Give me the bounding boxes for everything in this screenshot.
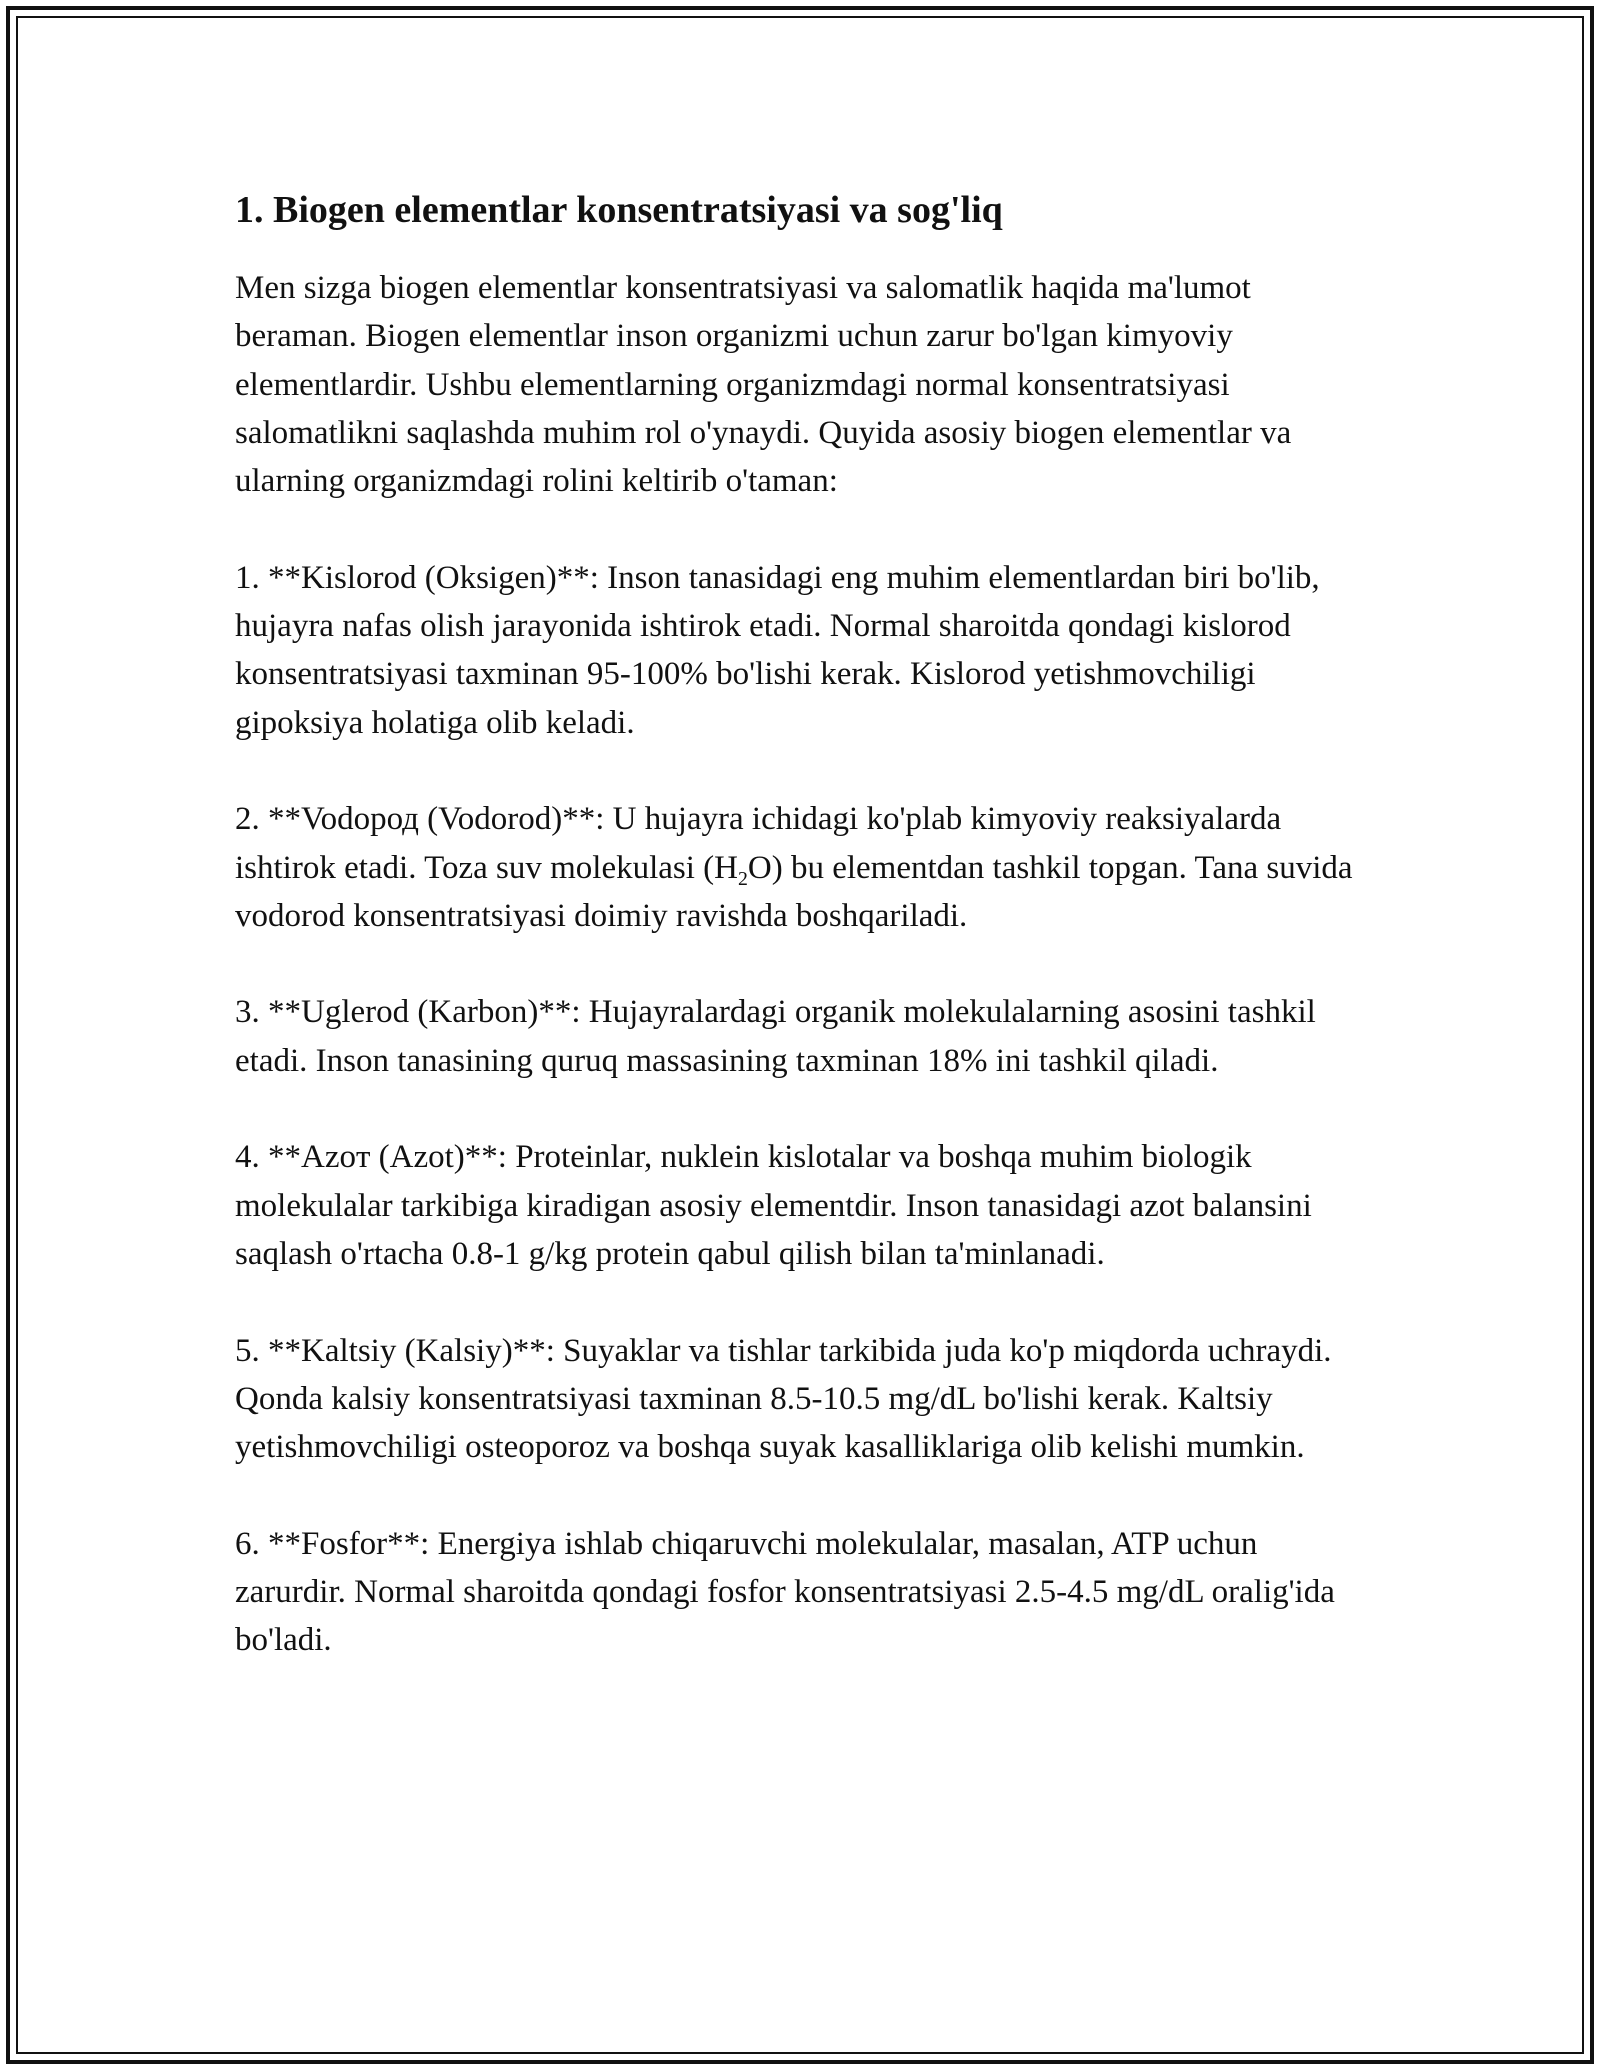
item-uglerod: 3. **Uglerod (Karbon)**: Hujayralardagi organik molekulalarning asosini tashkil etadi. Inson tanasining quruq massasining taxminan 18% ini tashkil qiladi. bbox=[235, 994, 1316, 1079]
document-body bbox=[235, 186, 1375, 1713]
document-title: 1. Biogen elementlar konsentratsiyasi va sog'liq bbox=[235, 189, 1003, 231]
item-vodorod-subscript: 2 bbox=[738, 867, 748, 890]
item-vodorod-text-after: O) bu elementdan tashkil topgan. Tana suvida vodorod konsentratsiyasi doimiy ravishda boshqariladi. bbox=[235, 849, 1353, 934]
intro-paragraph: Men sizga biogen elementlar konsentratsiyasi va salomatlik haqida ma'lumot beraman. Biogen elementlar inson organizmi uchun zarur bo'lgan kimyoviy elementlardir. Ushbu elementlarning organizmdagi normal konsentratsiyasi salomatlikni saqlashda muhim rol o'ynaydi. Quyida asosiy biogen elementlar va ularning organizmdagi rolini keltirib o'taman: bbox=[235, 270, 1292, 500]
item-fosfor: 6. **Fosfor**: Energiya ishlab chiqaruvchi molekulalar, masalan, ATP uchun zarurdir. Normal sharoitda qondagi fosfor konsentratsiyasi 2.5-4.5 mg/dL oralig'ida bo'ladi. bbox=[235, 1525, 1335, 1659]
item-vodorod-text-before: 2. **Vodoрод (Vodorod)**: U hujayra ichidagi ko'plab kimyoviy reaksiyalarda ishtirok etadi. Toza suv molekulasi (H bbox=[235, 801, 1282, 886]
item-vodorod bbox=[235, 795, 1375, 940]
item-kislorod: 1. **Kislorod (Oksigen)**: Inson tanasidagi eng muhim elementlardan biri bo'lib, hujayra nafas olish jarayonida ishtirok etadi. Normal sharoitda qondagi kislorod konsentratsiyasi taxminan 95-100% bo'lishi kerak. Kislorod yetishmovchiligi gipoksiya holatiga olib keladi. bbox=[235, 559, 1320, 741]
item-azot: 4. **Azoт (Azot)**: Proteinlar, nuklein kislotalar va boshqa muhim biologik molekulalar tarkibiga kiradigan asosiy elementdir. Inson tanasidagi azot balansini saqlash o'rtacha 0.8-1 g/kg protein qabul qilish bilan ta'minlanadi. bbox=[235, 1139, 1312, 1272]
item-kaltsiy: 5. **Kaltsiy (Kalsiy)**: Suyaklar va tishlar tarkibida juda ko'p miqdorda uchraydi. Qonda kalsiy konsentratsiyasi taxminan 8.5-10.5 mg/dL bo'lishi kerak. Kaltsiy yetishmovchiligi osteoporoz va boshqa suyak kasalliklariga olib kelishi mumkin. bbox=[235, 1332, 1332, 1466]
